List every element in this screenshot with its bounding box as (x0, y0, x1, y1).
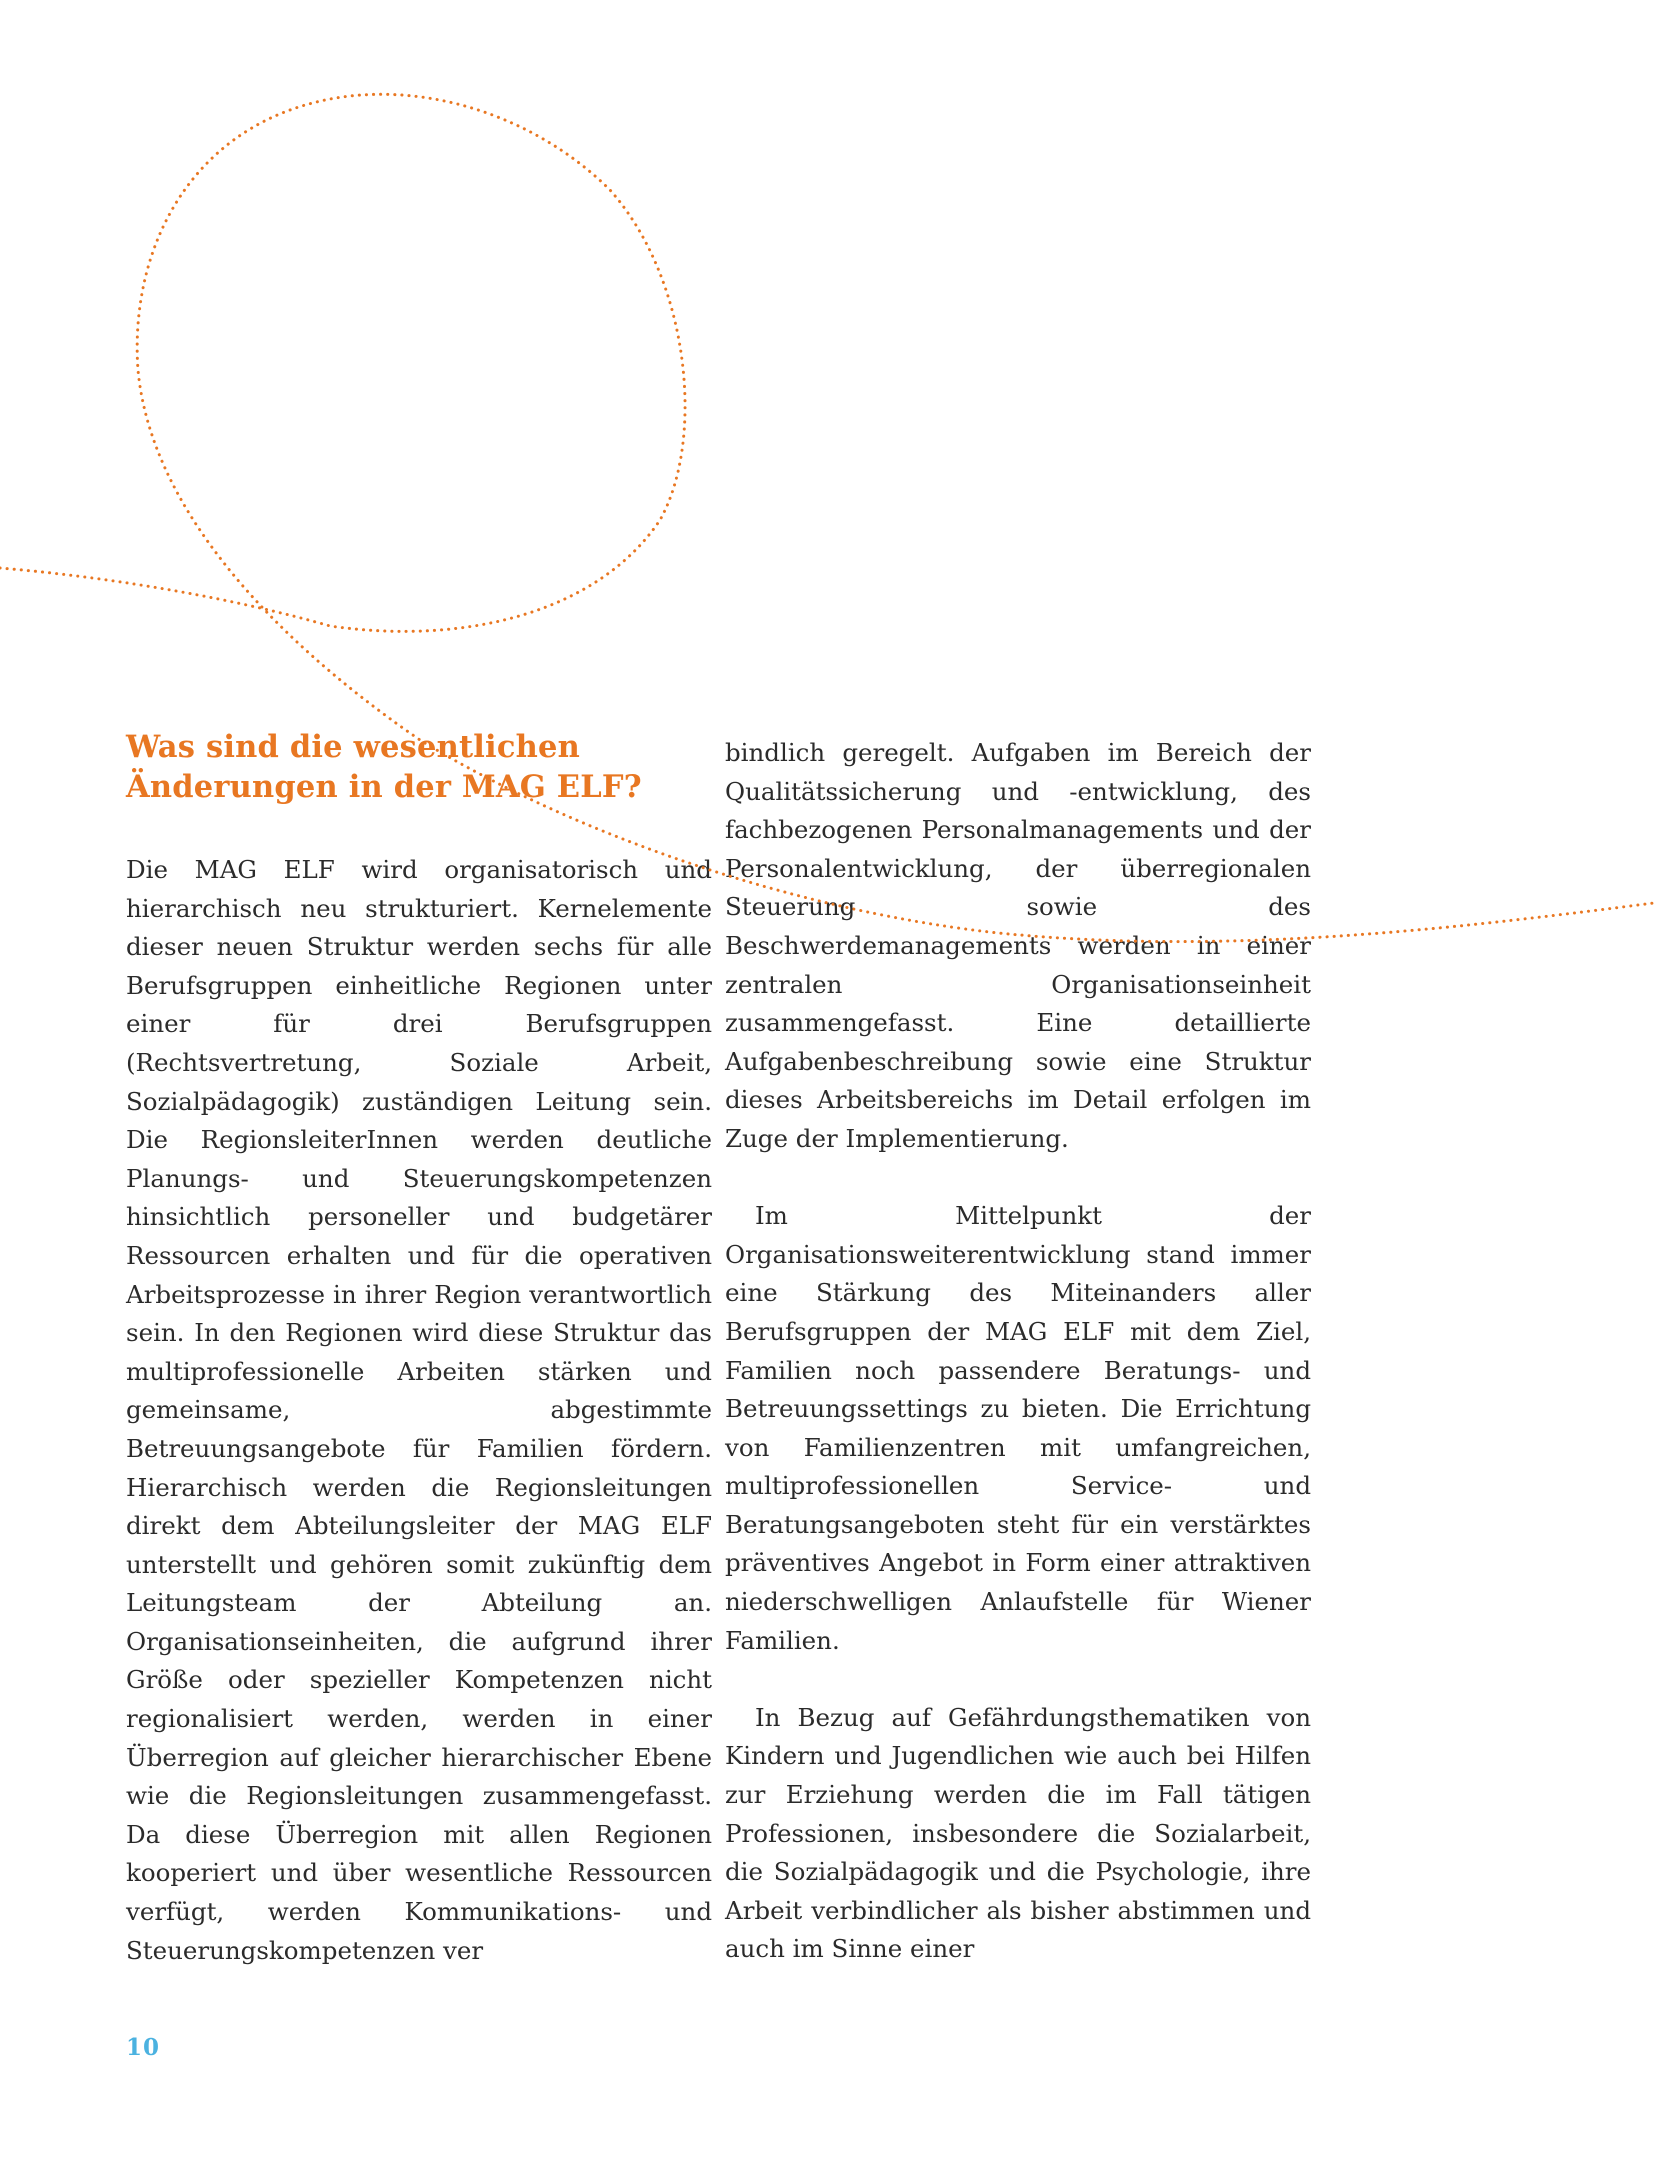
body-paragraph: Die MAG ELF wird organisatorisch und hierarchisch neu strukturiert. Kernelemente dieser neuen Struktur werden sechs für alle Berufsgruppen einheitliche Regionen unter einer für drei Berufsgruppen (Rechtsvertretung, Soziale Arbeit, Sozialpädagogik) zuständigen Leitung sein. Die RegionsleiterInnen werden deutliche Planungs- und Steuerungskompetenzen hinsichtlich personeller und budgetärer Ressourcen erhalten und für die operativen Arbeitsprozesse in ihrer Region verantwortlich sein. In den Regionen wird diese Struktur das multiprofessionelle Arbeiten stärken und gemeinsame, abgestimmte Betreuungsangebote für Familien fördern. Hierarchisch werden die Regionsleitungen direkt dem Abteilungsleiter der MAG ELF unterstellt und gehören somit zukünftig dem Leitungsteam der Abteilung an. Organisationseinheiten, die aufgrund ihrer Größe oder spezieller Kompetenzen nicht regionalisiert werden, werden in einer Überregion auf gleicher hierarchischer Ebene wie die Regionsleitungen zusammengefasst. Da diese Überregion mit allen Regionen kooperiert und über wesentliche Ressourcen verfügt, werden Kommunikations- und Steuerungskompetenzen ver (126, 855, 712, 1965)
heading-line-2: Änderungen in der MAG ELF? (126, 769, 642, 805)
right-text-column (725, 734, 1311, 1969)
body-paragraph: bindlich geregelt. Aufgaben im Bereich der Qualitätssicherung und -entwicklung, des fachbezogenen Personalmanagements und der Personalentwicklung, der überregionalen Steuerung sowie des Beschwerdemanagements werden in einer zentralen Organisationseinheit zusammengefasst. Eine detaillierte Aufgabenbeschreibung sowie eine Struktur dieses Arbeitsbereichs im Detail erfolgen im Zuge der Implementierung. (725, 738, 1311, 1153)
body-paragraph: In Bezug auf Gefährdungsthematiken von Kindern und Jugendlichen wie auch bei Hilfen zur Erziehung werden die im Fall tätigen Professionen, insbesondere die Sozialarbeit, die Sozialpädagogik und die Psychologie, ihre Arbeit verbindlicher als bisher abstimmen und auch im Sinne einer (725, 1702, 1311, 1964)
heading-line-1: Was sind die wesentlichen (126, 729, 580, 765)
page-number: 10 (126, 2034, 161, 2061)
section-heading (126, 727, 686, 807)
body-paragraph: Im Mittelpunkt der Organisationsweiterentwicklung stand immer eine Stärkung des Miteinanders aller Berufsgruppen der MAG ELF mit dem Ziel, Familien noch passendere Beratungs- und Betreuungssettings zu bieten. Die Errichtung von Familienzentren mit umfangreichen, multiprofessionellen Service- und Beratungsangeboten steht für ein verstärktes präventives Angebot in Form einer attraktiven niederschwelligen Anlaufstelle für Wiener Familien. (725, 1201, 1311, 1655)
left-text-column (126, 851, 712, 1970)
